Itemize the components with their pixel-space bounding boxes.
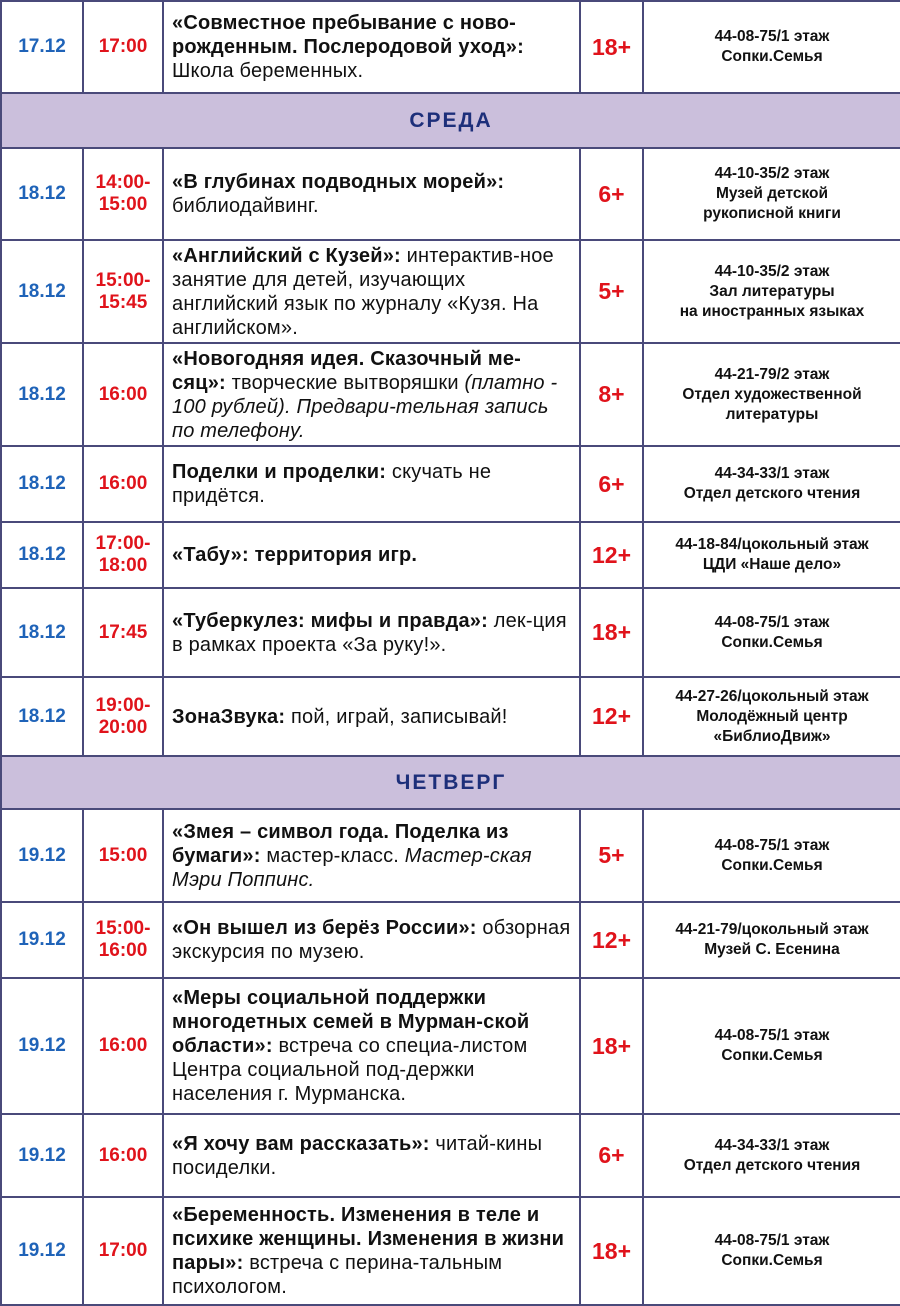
- place-venue-line2: рукописной книги: [703, 205, 841, 222]
- table-row: [1, 809, 900, 902]
- place-venue-line2: литературы: [725, 405, 819, 423]
- table-row: [1, 978, 900, 1114]
- event-date: 18.12: [1, 677, 83, 756]
- age-rating: 6+: [580, 446, 643, 522]
- event-title-text: читай-кины посиделки.: [172, 1132, 543, 1179]
- event-title: [163, 240, 580, 343]
- event-place: [643, 522, 900, 588]
- place-phone-floor: 44-34-33/1 этаж: [714, 1136, 830, 1154]
- age-rating: 6+: [580, 148, 643, 240]
- event-title-bold: «Я хочу вам рассказать»:: [172, 1132, 430, 1155]
- place-venue: Зал литературы: [709, 282, 835, 300]
- event-date: 18.12: [1, 522, 83, 588]
- event-title-bold: «В глубинах подводных морей»:: [172, 171, 505, 193]
- place-venue: Сопки.Семья: [721, 1252, 823, 1269]
- event-place: [643, 1, 900, 93]
- event-place: [643, 902, 900, 978]
- place-venue: Сопки.Семья: [721, 1047, 823, 1064]
- event-title: [163, 809, 580, 902]
- age-rating: 5+: [580, 809, 643, 902]
- event-title-bold: «Совместное пребывание с ново-рожденным. Послеродовой уход»:: [172, 12, 524, 58]
- event-title: [163, 343, 580, 446]
- event-title-text: встреча с перина-тальным психологом.: [172, 1252, 503, 1298]
- place-venue: Сопки.Семья: [721, 856, 823, 874]
- event-title-bold: «Английский с Кузей»:: [172, 244, 401, 267]
- age-rating: 5+: [580, 240, 643, 343]
- event-title-text: лек-ция в рамках проекта «За руку!».: [172, 609, 567, 656]
- event-date: 18.12: [1, 343, 83, 446]
- place-venue: Сопки.Семья: [721, 48, 823, 65]
- event-title-text: интерактив-ное занятие для детей, изучающих английский язык по журналу «Кузя. На английском».: [172, 244, 554, 339]
- age-rating: 8+: [580, 343, 643, 446]
- event-time: 17:45: [83, 588, 163, 677]
- event-title-text: мастер-класс.: [260, 844, 405, 867]
- event-date: 19.12: [1, 809, 83, 902]
- event-place: [643, 148, 900, 240]
- event-place: [643, 1197, 900, 1305]
- event-time: 17:00: [83, 1, 163, 93]
- age-rating: 6+: [580, 1114, 643, 1197]
- age-rating: 12+: [580, 522, 643, 588]
- table-row: [1, 677, 900, 756]
- place-venue: Молодёжный центр: [696, 707, 848, 725]
- event-title: [163, 446, 580, 522]
- age-rating: 12+: [580, 677, 643, 756]
- event-date: 18.12: [1, 446, 83, 522]
- place-venue: Сопки.Семья: [721, 633, 823, 651]
- event-title-bold: «Беременность. Изменения в теле и психике женщины. Изменения в жизни пары»:: [172, 1204, 565, 1274]
- event-title-text: Школа беременных.: [172, 60, 364, 82]
- event-time: 15:00-15:45: [83, 240, 163, 343]
- event-time: 17:00-18:00: [83, 522, 163, 588]
- place-phone-floor: 44-08-75/1 этаж: [714, 28, 830, 45]
- place-phone-floor: 44-34-33/1 этаж: [714, 465, 830, 482]
- event-title-note: (платно - 100 рублей). Предвари-тельная запись по телефону.: [172, 371, 558, 442]
- place-venue: Отдел детского чтения: [683, 1156, 861, 1174]
- event-time: 19:00-20:00: [83, 677, 163, 756]
- event-title-bold: «Меры социальной поддержки многодетных семей в Мурман-ской области»:: [172, 987, 530, 1057]
- event-date: 19.12: [1, 1197, 83, 1305]
- place-venue: Музей детской: [715, 185, 829, 202]
- place-phone-floor: 44-21-79/2 этаж: [714, 365, 830, 383]
- event-time: 17:00: [83, 1197, 163, 1305]
- event-place: [643, 1114, 900, 1197]
- event-date: 18.12: [1, 240, 83, 343]
- table-row: [1, 148, 900, 240]
- table-row: [1, 902, 900, 978]
- place-phone-floor: 44-08-75/1 этаж: [714, 1027, 830, 1044]
- event-place: [643, 588, 900, 677]
- table-row: [1, 1114, 900, 1197]
- table-row: [1, 588, 900, 677]
- event-title: [163, 1114, 580, 1197]
- table-row: [1, 1, 900, 93]
- day-header-row: [1, 756, 900, 809]
- place-venue-line2: на иностранных языках: [679, 302, 865, 320]
- place-venue: Отдел художественной: [682, 385, 862, 403]
- event-time: 15:00: [83, 809, 163, 902]
- place-venue-line2: «БиблиоДвиж»: [713, 727, 831, 745]
- event-title: [163, 677, 580, 756]
- event-place: [643, 978, 900, 1114]
- event-title-bold: «Табу»: территория игр.: [172, 544, 418, 566]
- day-header-thursday: ЧЕТВЕРГ: [1, 756, 900, 809]
- event-title: [163, 588, 580, 677]
- place-venue: Отдел детского чтения: [683, 485, 861, 502]
- event-place: [643, 809, 900, 902]
- place-phone-floor: 44-21-79/цокольный этаж: [675, 921, 869, 938]
- event-time: 16:00: [83, 446, 163, 522]
- event-place: [643, 343, 900, 446]
- event-title: [163, 978, 580, 1114]
- place-phone-floor: 44-18-84/цокольный этаж: [675, 536, 869, 553]
- place-phone-floor: 44-08-75/1 этаж: [714, 1232, 830, 1249]
- event-title-bold: Поделки и проделки:: [172, 461, 387, 483]
- event-title-text: библиодайвинг.: [172, 195, 319, 217]
- day-header-wednesday: СРЕДА: [1, 93, 900, 148]
- event-title: [163, 1, 580, 93]
- place-phone-floor: 44-27-26/цокольный этаж: [675, 687, 869, 705]
- event-title-bold: «Туберкулез: мифы и правда»:: [172, 609, 488, 632]
- event-title-text: обзорная экскурсия по музею.: [172, 917, 571, 963]
- place-venue: Музей С. Есенина: [704, 941, 840, 958]
- table-row: [1, 522, 900, 588]
- event-place: [643, 446, 900, 522]
- event-title: [163, 902, 580, 978]
- event-title-text: скучать не придётся.: [172, 461, 492, 507]
- table-row: [1, 343, 900, 446]
- event-title-text: встреча со специа-листом Центра социальной под-держки населения г. Мурманска.: [172, 1035, 528, 1105]
- event-title-bold: ЗонаЗвука:: [172, 705, 286, 728]
- age-rating: 18+: [580, 1, 643, 93]
- event-title-note: Мастер-ская Мэри Поппинс.: [172, 844, 532, 891]
- event-date: 17.12: [1, 1, 83, 93]
- age-rating: 12+: [580, 902, 643, 978]
- place-phone-floor: 44-08-75/1 этаж: [714, 836, 830, 854]
- event-title-text: пой, играй, записывай!: [285, 705, 508, 728]
- age-rating: 18+: [580, 588, 643, 677]
- event-title: [163, 1197, 580, 1305]
- table-row: [1, 1197, 900, 1305]
- event-date: 19.12: [1, 978, 83, 1114]
- place-phone-floor: 44-10-35/2 этаж: [714, 262, 830, 280]
- table-row: [1, 446, 900, 522]
- event-place: [643, 240, 900, 343]
- place-venue: ЦДИ «Наше дело»: [702, 556, 842, 573]
- day-header-row: [1, 93, 900, 148]
- event-title-text: творческие вытворяшки: [225, 371, 465, 394]
- event-title-bold: «Новогодняя идея. Сказочный ме-сяц»:: [172, 347, 522, 394]
- table-row: [1, 240, 900, 343]
- event-time: 16:00: [83, 978, 163, 1114]
- event-title: [163, 148, 580, 240]
- event-place: [643, 677, 900, 756]
- event-date: 18.12: [1, 588, 83, 677]
- event-time: 16:00: [83, 343, 163, 446]
- event-time: 15:00-16:00: [83, 902, 163, 978]
- event-date: 19.12: [1, 902, 83, 978]
- event-date: 18.12: [1, 148, 83, 240]
- place-phone-floor: 44-08-75/1 этаж: [714, 613, 830, 631]
- event-title-bold: «Змея – символ года. Поделка из бумаги»:: [172, 820, 509, 867]
- place-phone-floor: 44-10-35/2 этаж: [714, 165, 830, 182]
- event-time: 16:00: [83, 1114, 163, 1197]
- age-rating: 18+: [580, 978, 643, 1114]
- event-title: [163, 522, 580, 588]
- event-title-bold: «Он вышел из берёз России»:: [172, 917, 477, 939]
- age-rating: 18+: [580, 1197, 643, 1305]
- event-time: 14:00-15:00: [83, 148, 163, 240]
- event-date: 19.12: [1, 1114, 83, 1197]
